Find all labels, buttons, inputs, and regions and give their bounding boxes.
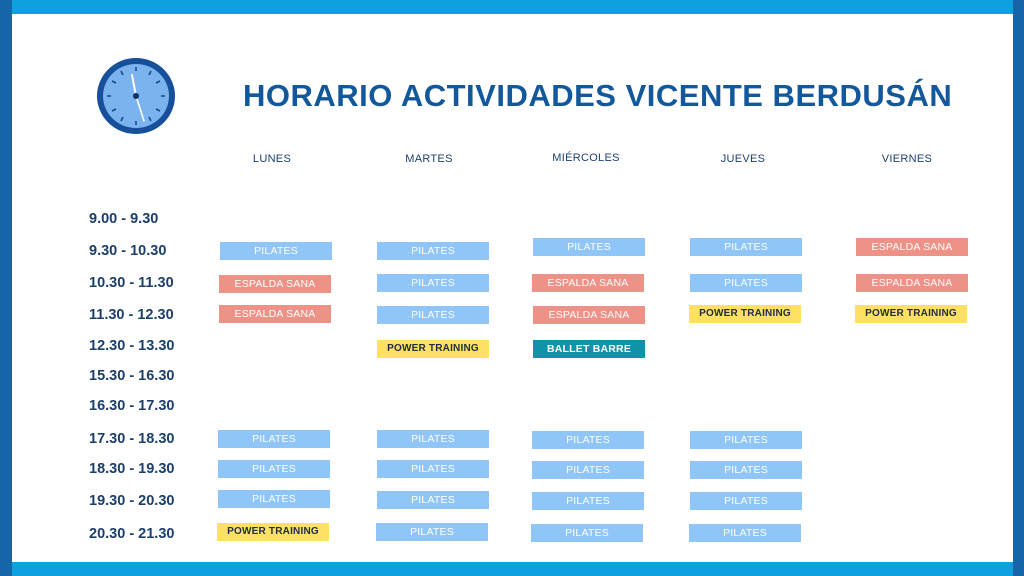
activity-pilates[interactable]: PILATES	[218, 490, 330, 508]
day-header-jueves: JUEVES	[720, 153, 766, 165]
frame-bottom	[0, 562, 1024, 576]
activity-pilates[interactable]: PILATES	[690, 238, 802, 256]
day-header-martes: MARTES	[405, 153, 453, 165]
time-slot: 12.30 - 13.30	[89, 338, 175, 354]
activity-pilates[interactable]: PILATES	[377, 430, 489, 448]
activity-power-training[interactable]: POWER TRAINING	[689, 305, 801, 323]
activity-pilates[interactable]: PILATES	[690, 461, 802, 479]
activity-pilates[interactable]: PILATES	[376, 523, 488, 541]
activity-pilates[interactable]: PILATES	[531, 524, 643, 542]
activity-pilates[interactable]: PILATES	[377, 306, 489, 324]
activity-power-training[interactable]: POWER TRAINING	[855, 305, 967, 323]
activity-pilates[interactable]: PILATES	[532, 431, 644, 449]
time-slot: 17.30 - 18.30	[89, 431, 175, 447]
time-slot: 9.30 - 10.30	[89, 243, 167, 259]
frame-left	[0, 0, 12, 576]
activity-pilates[interactable]: PILATES	[690, 492, 802, 510]
activity-espalda-sana[interactable]: ESPALDA SANA	[532, 274, 644, 292]
activity-pilates[interactable]: PILATES	[218, 430, 330, 448]
activity-power-training[interactable]: POWER TRAINING	[217, 523, 329, 541]
time-slot: 9.00 - 9.30	[89, 211, 159, 227]
time-slot: 20.30 - 21.30	[89, 526, 175, 542]
day-header-miercoles: MIÉRCOLES	[552, 152, 620, 164]
time-slot: 10.30 - 11.30	[89, 275, 174, 291]
time-slot: 11.30 - 12.30	[89, 307, 174, 323]
activity-pilates[interactable]: PILATES	[377, 491, 489, 509]
frame-top	[0, 0, 1024, 14]
activity-espalda-sana[interactable]: ESPALDA SANA	[219, 305, 331, 323]
time-slot: 16.30 - 17.30	[89, 398, 175, 414]
activity-pilates[interactable]: PILATES	[532, 492, 644, 510]
activity-power-training[interactable]: POWER TRAINING	[377, 340, 489, 358]
activity-pilates[interactable]: PILATES	[377, 460, 489, 478]
activity-espalda-sana[interactable]: ESPALDA SANA	[219, 275, 331, 293]
activity-pilates[interactable]: PILATES	[220, 242, 332, 260]
activity-pilates[interactable]: PILATES	[690, 431, 802, 449]
frame-right	[1013, 0, 1024, 576]
activity-espalda-sana[interactable]: ESPALDA SANA	[533, 306, 645, 324]
activity-pilates[interactable]: PILATES	[533, 238, 645, 256]
activity-pilates[interactable]: PILATES	[377, 242, 489, 260]
day-header-lunes: LUNES	[252, 153, 292, 165]
clock-icon	[96, 57, 176, 135]
activity-pilates[interactable]: PILATES	[690, 274, 802, 292]
activity-pilates[interactable]: PILATES	[689, 524, 801, 542]
activity-espalda-sana[interactable]: ESPALDA SANA	[856, 274, 968, 292]
activity-pilates[interactable]: PILATES	[532, 461, 644, 479]
activity-ballet-barre[interactable]: BALLET BARRE	[533, 340, 645, 358]
activity-pilates[interactable]: PILATES	[377, 274, 489, 292]
activity-espalda-sana[interactable]: ESPALDA SANA	[856, 238, 968, 256]
time-slot: 15.30 - 16.30	[89, 368, 175, 384]
time-slot: 18.30 - 19.30	[89, 461, 175, 477]
day-header-viernes: VIERNES	[881, 153, 933, 165]
page-title: HORARIO ACTIVIDADES VICENTE BERDUSÁN	[243, 78, 953, 113]
time-slot: 19.30 - 20.30	[89, 493, 175, 509]
activity-pilates[interactable]: PILATES	[218, 460, 330, 478]
